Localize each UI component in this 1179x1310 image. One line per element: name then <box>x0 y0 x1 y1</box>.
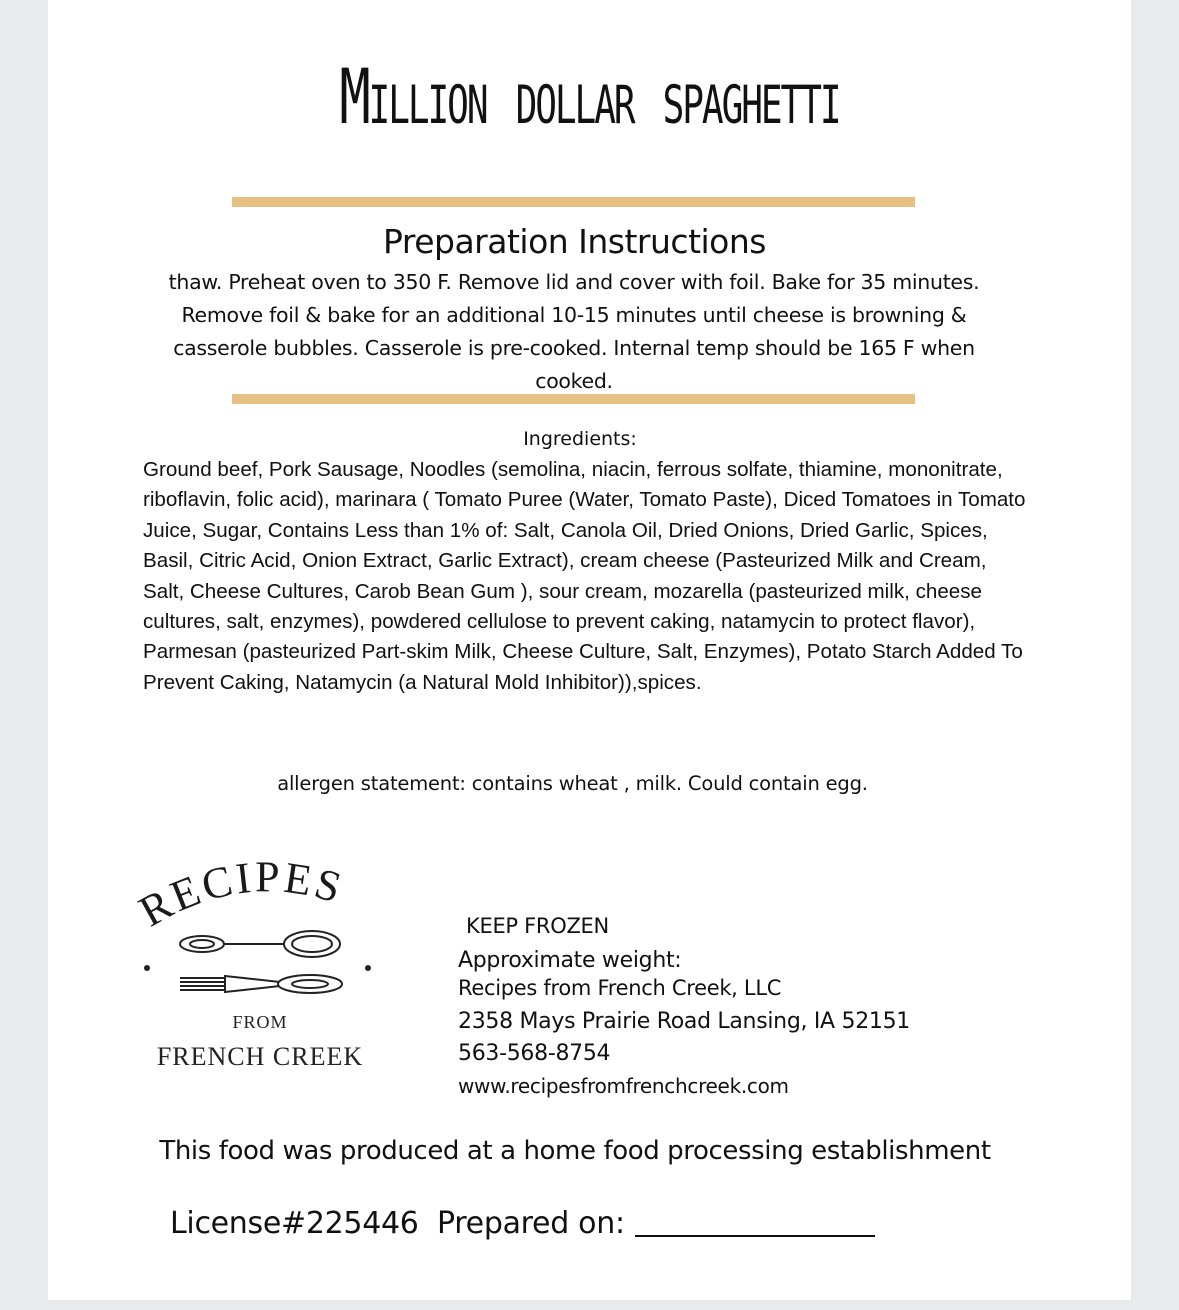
keep-frozen-notice: KEEP FROZEN <box>466 914 609 938</box>
prepared-on-label: Prepared on: <box>437 1206 625 1241</box>
approximate-weight-label: Approximate weight: <box>458 948 682 973</box>
logo-dot-left <box>144 965 150 971</box>
logo-recipes-text: RECIPES <box>131 860 350 937</box>
logo-french-creek-text: FRENCH CREEK <box>156 1042 364 1071</box>
fork-icon <box>180 975 342 993</box>
preparation-heading: Preparation Instructions <box>383 222 766 261</box>
company-address: 2358 Mays Prairie Road Lansing, IA 52151 <box>458 1009 910 1034</box>
logo-graphic <box>130 860 390 1010</box>
spoon-icon <box>180 931 340 957</box>
allergen-statement: allergen statement: contains wheat , milk. Could contain egg. <box>277 772 868 795</box>
logo-from-text: FROM <box>232 1012 288 1032</box>
license-number: License#225446 <box>170 1206 419 1241</box>
product-title: Million dollar spaghetti <box>339 52 840 141</box>
ingredients-heading: Ingredients: <box>523 428 637 450</box>
license-line <box>170 1206 875 1241</box>
company-website: www.recipesfromfrenchcreek.com <box>458 1074 789 1098</box>
recipes-logo <box>130 860 390 1085</box>
company-name: Recipes from French Creek, LLC <box>458 976 782 1000</box>
company-phone: 563-568-8754 <box>458 1041 611 1066</box>
bottom-divider <box>232 394 915 404</box>
logo-dot-right <box>365 965 371 971</box>
production-statement: This food was produced at a home food processing establishment <box>159 1136 991 1166</box>
top-divider <box>232 197 915 207</box>
ingredients-text: Ground beef, Pork Sausage, Noodles (semolina, niacin, ferrous solfate, thiamine, mononitrate, riboflavin, folic acid), marinara ( Tomato Puree (Water, Tomato Paste), Diced Tomatoes in Tomato Juice, Sugar, Contains Less than 1% of: Salt, Canola Oil, Dried Onions, Dried Garlic, Spices, Basil, Citric Acid, Onion Extract, Garlic Extract), cream cheese (Pasteurized Milk and Cream, Salt, Cheese Cultures, Carob Bean Gum ), sour cream, mozarella (pasteurized milk, cheese cultures, salt, enzymes), powdered cellulose to prevent caking, natamycin to protect flavor), Parmesan (pasteurized Part-skim Milk, Cheese Culture, Salt, Enzymes), Potato Starch Added To Prevent Caking, Natamycin (a Natural Mold Inhibitor)),spices. <box>143 458 1026 694</box>
preparation-text: thaw. Preheat oven to 350 F. Remove lid and cover with foil. Bake for 35 minutes. Remove foil & bake for an additional 10-15 minutes until cheese is browning & casserole bubbles. Casserole is pre-cooked. Internal temp should be 165 F when cooked. <box>168 270 980 393</box>
prepared-on-blank <box>635 1235 875 1237</box>
